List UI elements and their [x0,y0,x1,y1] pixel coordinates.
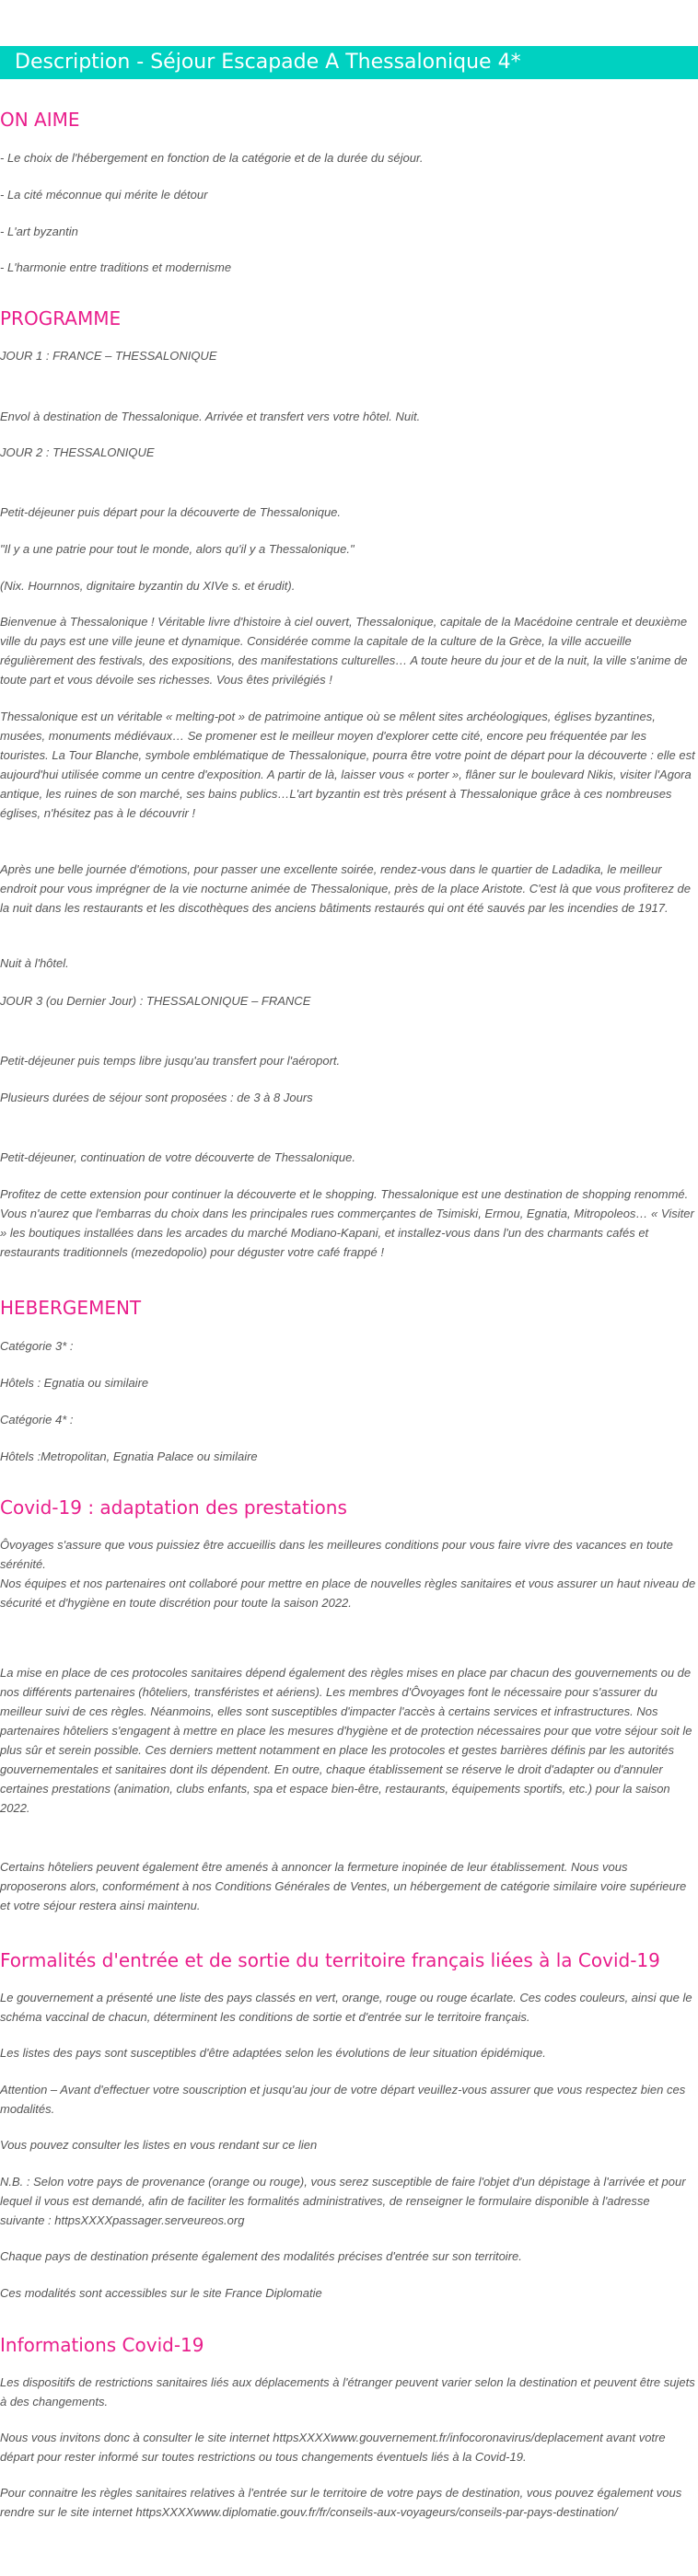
day2-intro: Petit-déjeuner puis départ pour la découverte de Thessalonique. [0,505,342,519]
informations-gouvernement: Nous vous invitons donc à consulter le site internet httpsXXXXwww.gouvernement.fr/infocoronavirus/deplacement avant votre départ pour rester informé sur toutes restrictions ou tous changements éventuels liés à la Covid-19. [0,2431,666,2464]
durations-text: Plusieurs durées de séjour sont proposées : de 3 à 8 Jours [0,1091,313,1104]
formalites-heading: Formalités d'entrée et de sortie du territoire français liées à la Covid-19 [0,1949,660,1971]
on-aime-item-3: - L'art byzantin [0,225,78,238]
extension-shopping-paragraph: Profitez de cette extension pour continuer la découverte et le shopping. Thessalonique est une destination de shopping renommé. Vous n'aurez que l'embarras du choix dans les principales rues commerçantes de Tsimiski, Ermou, Egnatia, Mitropoleos… « Visiter » les boutiques installées dans les arcades du marché Modiano-Kapani, et installez-vous dans l'un des charmants cafés et restaurants traditionnels (mezedopolio) pour déguster votre café frappé ! [0,1187,694,1259]
hebergement-heading: HEBERGEMENT [0,1297,142,1319]
day2-quote: "Il y a une patrie pour tout le monde, alors qu'il y a Thessalonique." [0,542,355,556]
page-title: Description - Séjour Escapade A Thessalonique 4* [15,51,521,74]
covid-adaptation-intro-1: Ôvoyages s'assure que vous puissiez être accueillis dans les meilleures conditions pour vous faire vivre des vacances en toute sérénité. [0,1538,673,1571]
day2-welcome-paragraph: Bienvenue à Thessalonique ! Véritable livre d'histoire à ciel ouvert, Thessalonique, capitale de la Macédoine centrale et deuxième ville du pays est une ville jeune et dynamique. Considérée comme la capitale de la culture de la Grèce, la ville accueille régulièrement des festivals, des expositions, des manifestations culturelles… A toute heure du jour et de la nuit, la ville s'anime de toute part et vous dévoile ses richesses. Vous êtes privilégiés ! [0,615,688,687]
formalites-lists-update: Les listes des pays sont susceptibles d'être adaptées selon les évolutions de leur situation épidémique. [0,2046,546,2060]
on-aime-heading: ON AIME [0,109,80,131]
on-aime-item-2: - La cité méconnue qui mérite le détour [0,188,208,202]
category-3-hotels: Hôtels : Egnatia ou similaire [0,1376,149,1390]
day1-text: Envol à destination de Thessalonique. Arrivée et transfert vers votre hôtel. Nuit. [0,410,421,423]
informations-restrictions: Les dispositifs de restrictions sanitaires liés aux déplacements à l'étranger peuvent varier selon la destination et peuvent être sujets à des changements. [0,2375,695,2409]
category-4-hotels: Hôtels :Metropolitan, Egnatia Palace ou similaire [0,1450,258,1463]
formalites-warning: Attention – Avant d'effectuer votre souscription et jusqu'au jour de votre départ veuillez-vous assurer que vous respectez bien ces modalités. [0,2083,686,2116]
formalites-diplomatie: Ces modalités sont accessibles sur le site France Diplomatie [0,2286,322,2300]
on-aime-item-1: - Le choix de l'hébergement en fonction de la catégorie et de la durée du séjour. [0,151,424,165]
covid-closure-paragraph: Certains hôteliers peuvent également être amenés à annoncer la fermeture inopinée de leur établissement. Nous vous proposerons alors, conformément à nos Conditions Générales de Ventes, un hébergement de catégorie similaire voire supérieure et votre séjour restera ainsi maintenu. [0,1860,687,1912]
covid-adaptation-intro-2: Nos équipes et nos partenaires ont collaboré pour mettre en place de nouvelles règles sanitaires et vous assurer un haut niveau de sécurité et d'hygiène en toute discrétion pour toute la saison 2022. [0,1577,696,1610]
day2-evening-paragraph: Après une belle journée d'émotions, pour passer une excellente soirée, rendez-vous dans le quartier de Ladadika, le meilleur endroit pour vous imprégner de la vie nocturne animée de Thessalonique, près de la place Aristote. C'est là que vous profiterez de la nuit dans les restaurants et les discothèques des anciens bâtiments restaurés qui ont été sauvés par les incendies de 1917. [0,862,691,915]
day2-title: JOUR 2 : THESSALONIQUE [0,445,155,459]
informations-diplomatie: Pour connaitre les règles sanitaires relatives à l'entrée sur le territoire de votre pays de destination, vous pouvez également vous rendre sur le site internet httpsXXXXwww.diplomatie.gouv.fr/fr/conseils-aux-voyageurs/conseils-par-pays-destination/ [0,2486,682,2519]
extension-intro: Petit-déjeuner, continuation de votre découverte de Thessalonique. [0,1150,355,1164]
day1-title: JOUR 1 : FRANCE – THESSALONIQUE [0,349,217,363]
covid-protocols-paragraph: La mise en place de ces protocoles sanitaires dépend également des règles mises en place par chacun des gouvernements ou de nos différents partenaires (hôteliers, transféristes et aériens). Les membres d'Ôvoyages font le nécessaire pour s'assurer du meilleur suivi de ces règles. Néanmoins, elles sont susceptibles d'impacter l'accès à certains services et infrastructures. Nos partenaires hôteliers s'engagent à mettre en place les mesures d'hygiène et de protection nécessaires pour que votre séjour soit le plus sûr et serein possible. Ces derniers mettent notamment en place les protocoles et gestes barrières définis par les autorités gouvernementales et sanitaires dont ils dépendent. En outre, chaque établissement se réserve le droit d'adapter ou d'annuler certaines prestations (animation, clubs enfants, spa et espace bien-être, restaurants, équipements sportifs, etc.) pour la saison 2022. [0,1666,692,1815]
formalites-lists-link-text: Vous pouvez consulter les listes en vous rendant sur ce lien [0,2138,318,2152]
covid-adaptation-heading: Covid-19 : adaptation des prestations [0,1496,347,1519]
programme-heading: PROGRAMME [0,307,122,329]
day2-quote-author: (Nix. Hournnos, dignitaire byzantin du XIVe s. et érudit). [0,579,296,593]
category-4-label: Catégorie 4* : [0,1413,74,1427]
category-3-label: Catégorie 3* : [0,1339,74,1353]
formalites-nb-paragraph: N.B. : Selon votre pays de provenance (orange ou rouge), vous serez susceptible de faire l'objet d'un dépistage à l'arrivée et pour lequel il vous est demandé, afin de faciliter les formalités administratives, de renseigner le formulaire disponible à l'adresse suivante : httpsXXXXpassager.serveureos.org [0,2175,686,2227]
day2-melting-pot-paragraph: Thessalonique est un véritable « melting-pot » de patrimoine antique où se mêlent sites archéologiques, églises byzantines, musées, monuments médiévaux… Se promener est le meilleur moyen d'explorer cette cité, encore peu fréquentée par les touristes. La Tour Blanche, symbole emblématique de Thessalonique, pourra être votre point de départ pour la découverte : elle est aujourd'hui utilisée comme un centre d'exposition. A partir de là, laisser vous « porter », flâner sur le boulevard Nikis, visiter l'Agora antique, les ruines de son marché, ses bains publics…L'art byzantin est très présent à Thessalonique grâce à ces nombreuses églises, n'hésitez pas à le découvrir ! [0,710,695,820]
day3-title: JOUR 3 (ou Dernier Jour) : THESSALONIQUE – FRANCE [0,994,311,1008]
on-aime-item-4: - L'harmonie entre traditions et modernisme [0,260,232,274]
title-banner [0,46,698,79]
formalites-destination-rules: Chaque pays de destination présente également des modalités précises d'entrée sur son territoire. [0,2249,522,2263]
day3-text: Petit-déjeuner puis temps libre jusqu'au transfert pour l'aéroport. [0,1054,341,1068]
day2-night: Nuit à l'hôtel. [0,956,69,970]
informations-heading: Informations Covid-19 [0,2334,204,2356]
formalites-country-list-paragraph: Le gouvernement a présenté une liste des pays classés en vert, orange, rouge ou rouge écarlate. Ces codes couleurs, ainsi que le schéma vaccinal de chacun, déterminent les conditions de sortie et d'entrée sur le territoire français. [0,1991,692,2024]
